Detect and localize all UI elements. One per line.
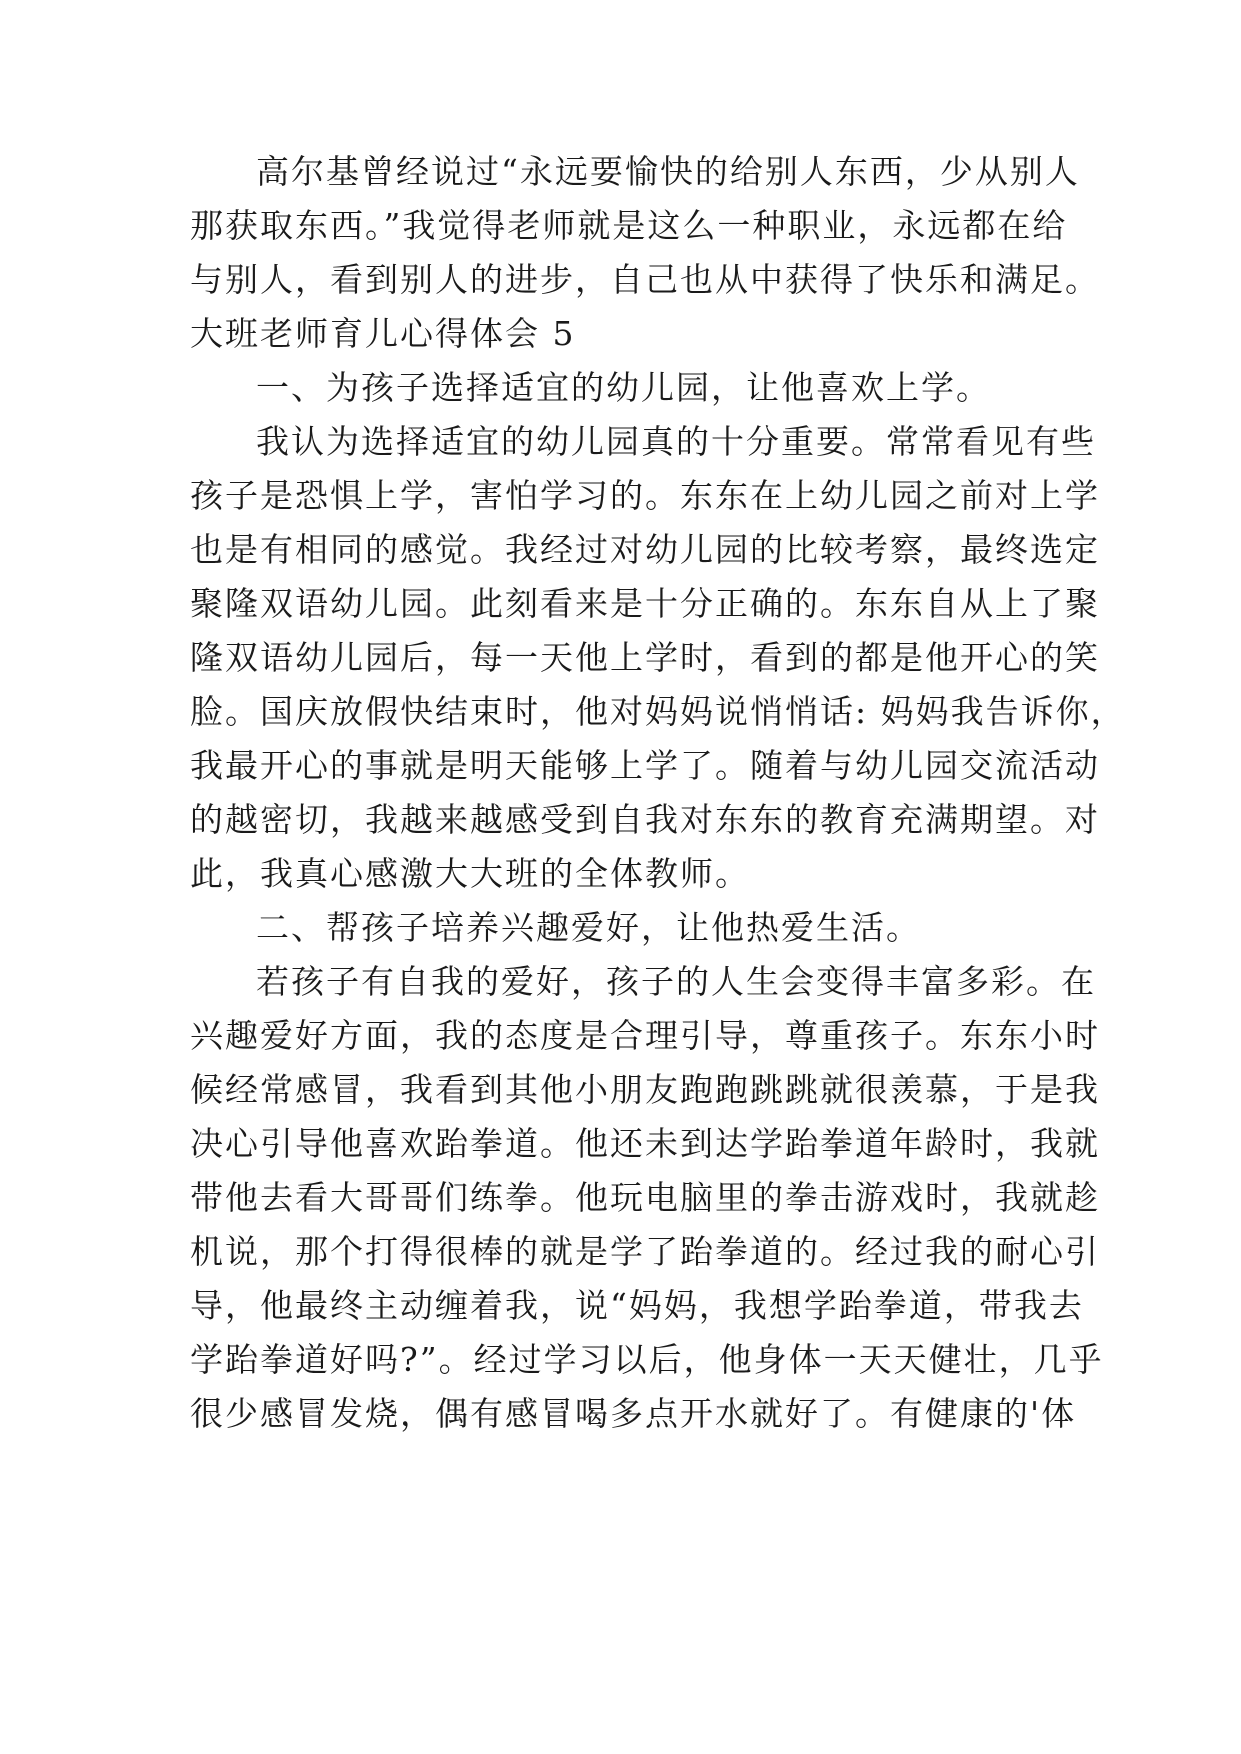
text-line: 与别人，看到别人的进步，自己也从中获得了快乐和满足。: [190, 260, 1100, 299]
text-line: 学跆拳道好吗?”。经过学习以后，他身体一天天健壮，几乎: [190, 1340, 1104, 1379]
text-line: 也是有相同的感觉。我经过对幼儿园的比较考察，最终选定: [190, 530, 1100, 569]
text-line: 此，我真心感激大大班的全体教师。: [190, 854, 750, 893]
text-line: 若孩子有自我的爱好，孩子的人生会变得丰富多彩。在: [256, 962, 1096, 1001]
text-line: 导，他最终主动缠着我，说“妈妈，我想学跆拳道，带我去: [190, 1286, 1084, 1325]
text-line: 我认为选择适宜的幼儿园真的十分重要。常常看见有些: [256, 422, 1096, 461]
text-line: 我最开心的事就是明天能够上学了。随着与幼儿园交流活动: [190, 746, 1100, 785]
text-line: 聚隆双语幼儿园。此刻看来是十分正确的。东东自从上了聚: [190, 584, 1100, 623]
section-heading: 大班老师育儿心得体会 5: [190, 314, 576, 353]
subheading: 二、帮孩子培养兴趣爱好，让他热爱生活。: [256, 908, 921, 947]
text-line: 的越密切，我越来越感受到自我对东东的教育充满期望。对: [190, 800, 1100, 839]
text-line: 决心引导他喜欢跆拳道。他还未到达学跆拳道年龄时，我就: [190, 1124, 1100, 1163]
text-line: 高尔基曾经说过“永远要愉快的给别人东西，少从别人: [256, 152, 1080, 191]
text-line: 候经常感冒，我看到其他小朋友跑跑跳跳就很羡慕，于是我: [190, 1070, 1100, 1109]
text-line: 兴趣爱好方面，我的态度是合理引导，尊重孩子。东东小时: [190, 1016, 1100, 1055]
text-line: 孩子是恐惧上学，害怕学习的。东东在上幼儿园之前对上学: [190, 476, 1100, 515]
text-line: 机说，那个打得很棒的就是学了跆拳道的。经过我的耐心引: [190, 1232, 1100, 1271]
text-line: 那获取东西。”我觉得老师就是这么一种职业，永远都在给: [190, 206, 1068, 245]
text-line: 很少感冒发烧，偶有感冒喝多点开水就好了。有健康的'体: [190, 1394, 1077, 1433]
text-line: 脸。国庆放假快结束时，他对妈妈说悄悄话: 妈妈我告诉你，: [190, 692, 1126, 731]
text-line: 带他去看大哥哥们练拳。他玩电脑里的拳击游戏时，我就趁: [190, 1178, 1100, 1217]
subheading: 一、为孩子选择适宜的幼儿园，让他喜欢上学。: [256, 368, 991, 407]
text-line: 隆双语幼儿园后，每一天他上学时，看到的都是他开心的笑: [190, 638, 1100, 677]
